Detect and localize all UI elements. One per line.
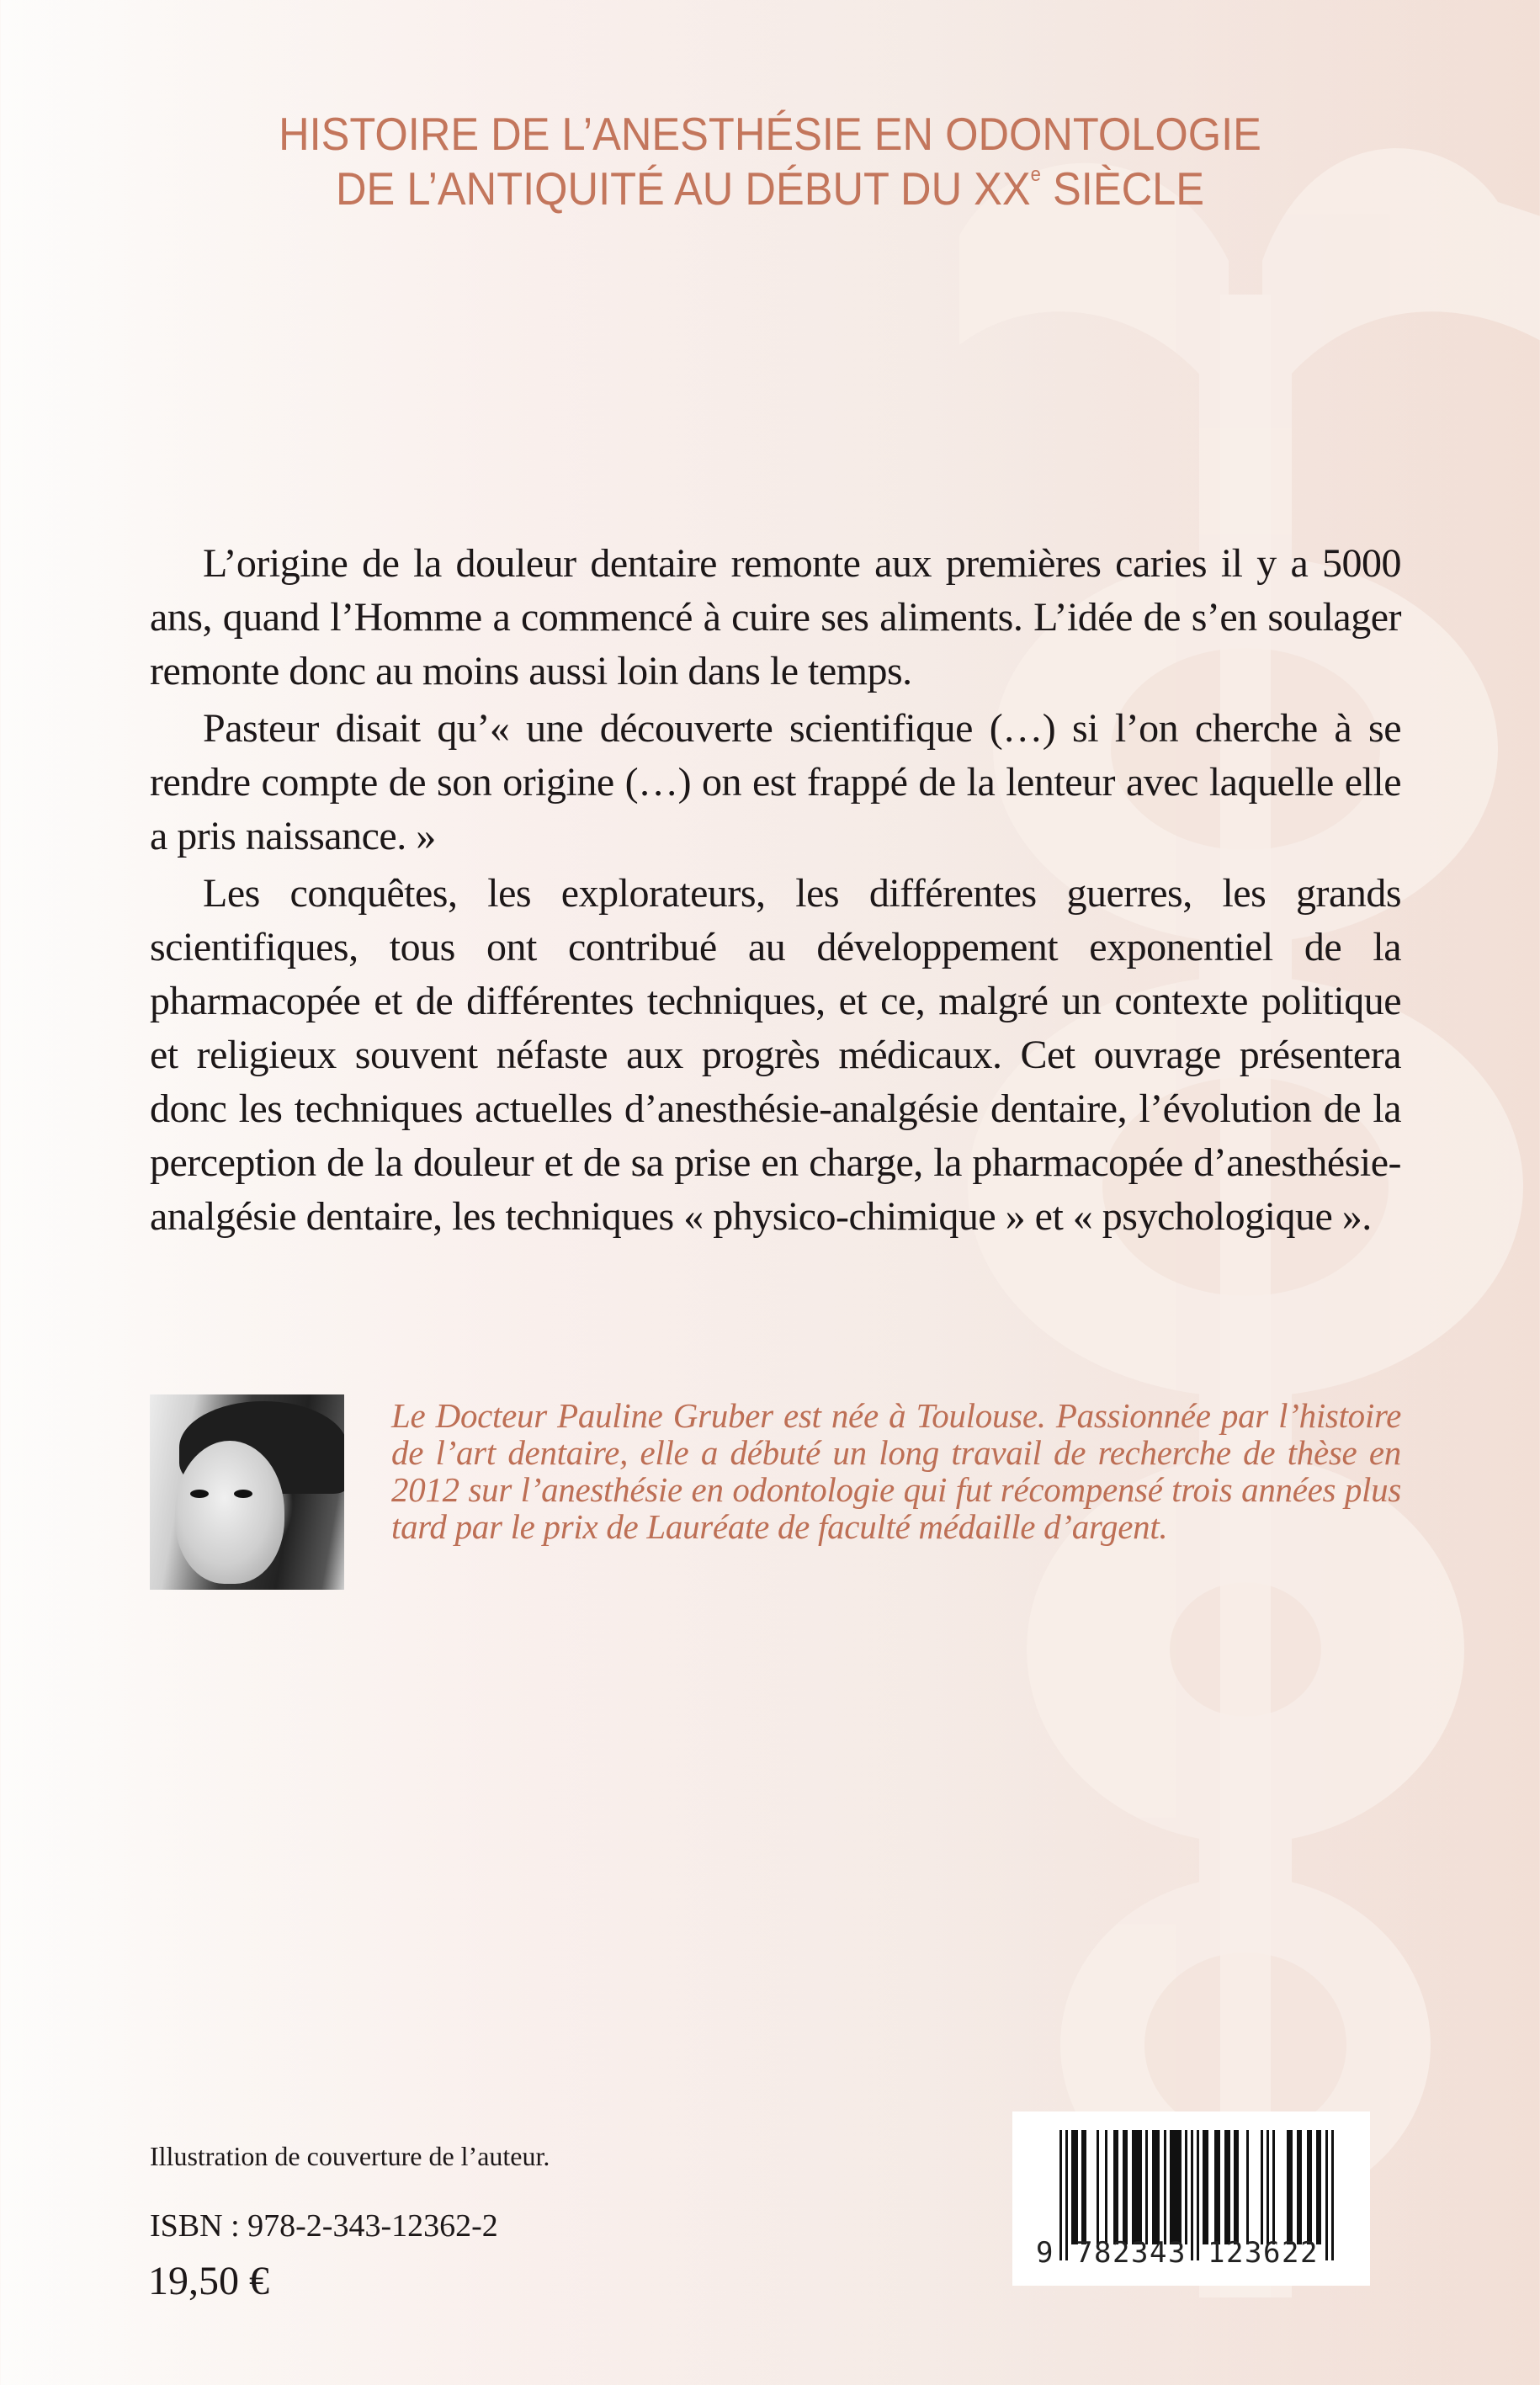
photo-face — [175, 1441, 284, 1584]
book-title — [61, 107, 1479, 216]
barcode-digit: 3 — [1245, 2236, 1262, 2270]
summary-paragraph: L’origine de la douleur dentaire remonte aux premières caries il y a 5000 ans, quand l’Homme a commencé à cuire ses aliments. L’idée de s’en soulager remonte donc au moins aussi loin dans le temps. — [150, 541, 1401, 693]
barcode-digit: 2 — [1282, 2236, 1299, 2270]
barcode-digits — [1012, 2236, 1370, 2270]
summary-text — [150, 537, 1401, 1247]
barcode-digit: 6 — [1263, 2236, 1281, 2270]
barcode-digit: 4 — [1150, 2236, 1167, 2270]
photo-eye — [190, 1490, 209, 1498]
barcode-digit: 2 — [1300, 2236, 1318, 2270]
barcode-digit: 8 — [1094, 2236, 1112, 2270]
barcode-digit: 3 — [1131, 2236, 1149, 2270]
barcode — [1012, 2111, 1370, 2286]
title-line-2-main: DE L’ANTIQUITÉ AU DÉBUT DU XX — [335, 162, 1031, 215]
author-photo — [150, 1394, 344, 1590]
illustration-credit: Illustration de couverture de l’auteur. — [150, 2141, 550, 2171]
summary-paragraph: Les conquêtes, les explorateurs, les différentes guerres, les grands scientifiques, tous ont contribué au développement exponentiel de la pharmacopée et de différentes techniques, et ce, malgré un contexte politique et religieux souvent néfaste aux progrès médicaux. Cet ouvrage présentera donc les techniques actuelles d’anesthésie-analgésie dentaire, l’évolution de la perception de la douleur et de sa prise en charge, la pharmacopée d’anesthésie-analgésie dentaire, les techniques « physico-chimique » et « psychologique ». — [150, 871, 1401, 1239]
barcode-digit: 2 — [1113, 2236, 1130, 2270]
title-line-2 — [61, 162, 1479, 216]
summary-paragraph: Pasteur disait qu’« une découverte scientifique (…) si l’on cherche à se rendre compte de son origine (…) on est frappé de la lenteur avec laquelle elle a pris naissance. » — [150, 706, 1401, 858]
isbn: ISBN : 978-2-343-12362-2 — [150, 2208, 498, 2244]
title-line-1: HISTOIRE DE L’ANESTHÉSIE EN ODONTOLOGIE — [279, 108, 1261, 160]
barcode-digit: 7 — [1075, 2236, 1093, 2270]
price: 19,50 € — [148, 2259, 269, 2303]
barcode-digit: 9 — [1036, 2236, 1054, 2270]
barcode-digit: 3 — [1168, 2236, 1186, 2270]
title-superscript: e — [1030, 163, 1041, 186]
photo-eye — [234, 1490, 252, 1498]
title-line-2-end: SIÈCLE — [1040, 162, 1205, 215]
barcode-digit: 1 — [1208, 2236, 1225, 2270]
author-bio: Le Docteur Pauline Gruber est née à Toulouse. Passionnée par l’histoire de l’art dentaire, elle a débuté un long travail de recherche de thèse en 2012 sur l’anesthésie en odontologie qui fut récompensé trois années plus tard par le prix de Lauréate de faculté médaille d’argent. — [391, 1396, 1401, 1546]
barcode-digit: 2 — [1226, 2236, 1244, 2270]
